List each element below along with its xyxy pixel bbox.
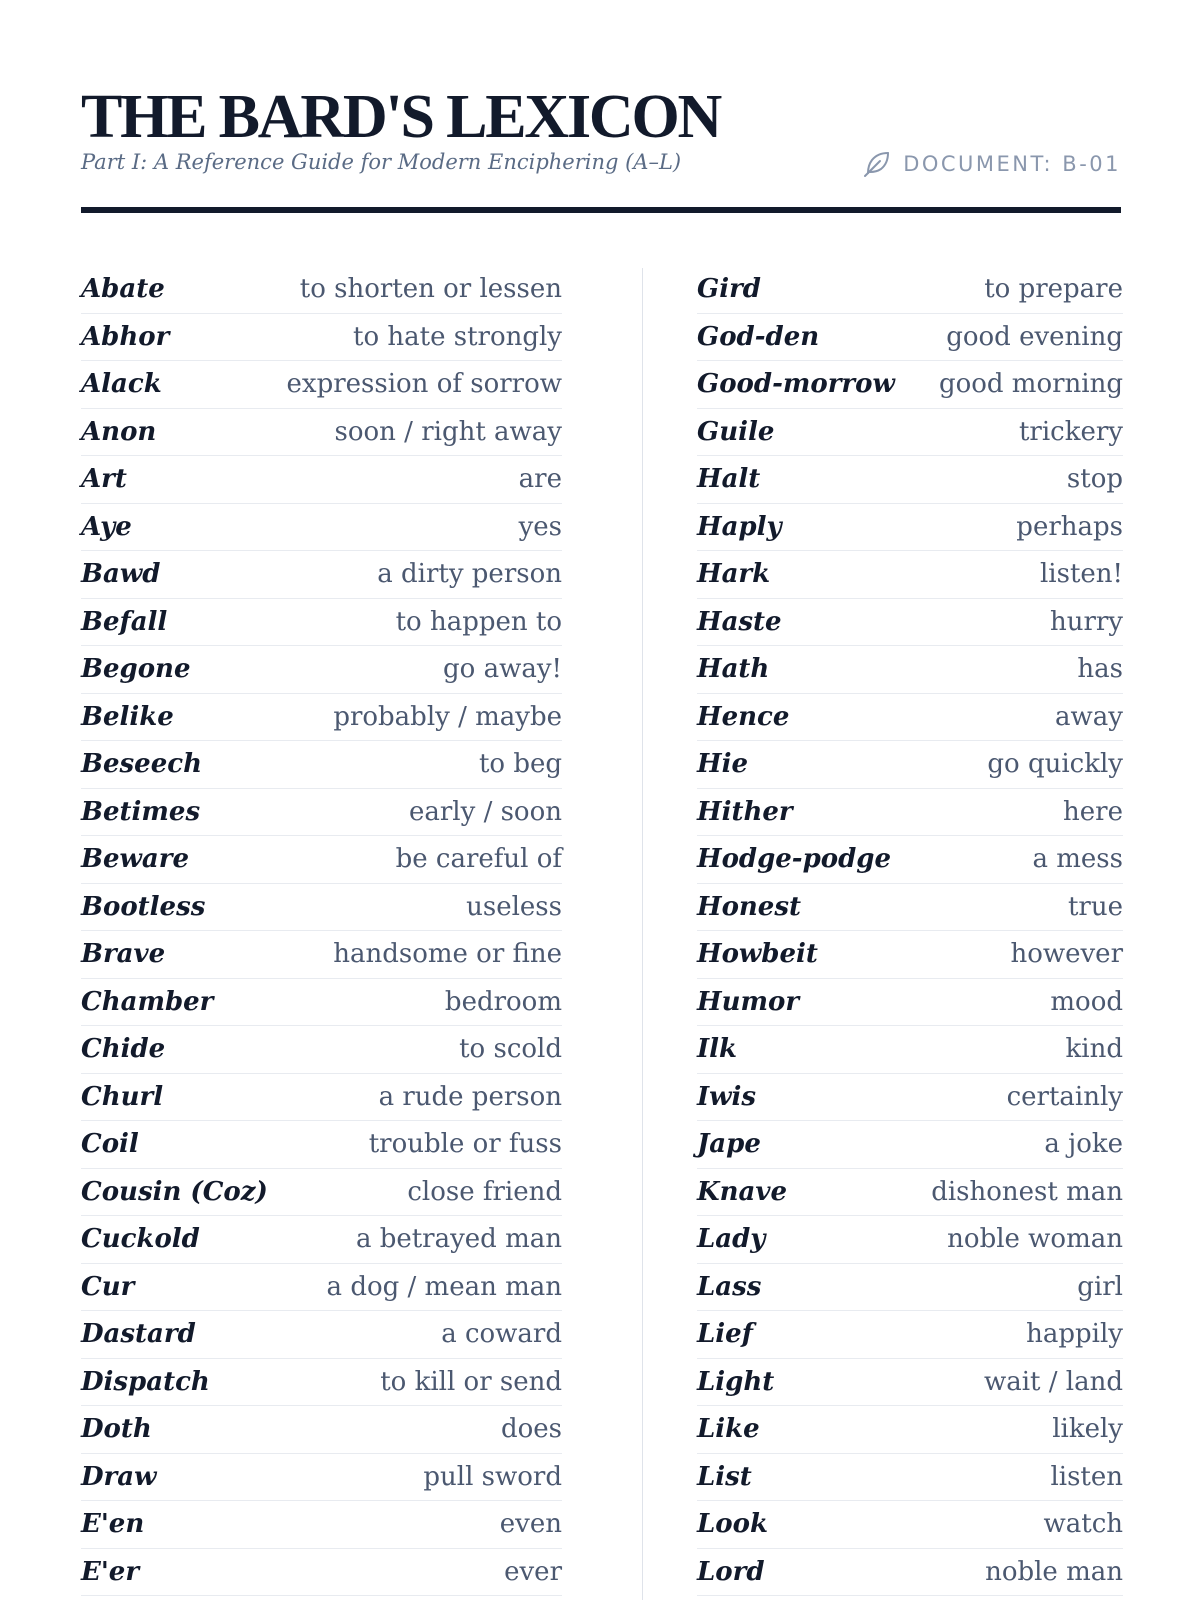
entry-definition: bedroom — [444, 986, 562, 1017]
entry-definition: noble woman — [947, 1224, 1123, 1255]
document-id — [861, 148, 1121, 180]
lexicon-entry — [81, 1216, 562, 1264]
lexicon-entry — [697, 1074, 1123, 1122]
lexicon-entry — [697, 979, 1123, 1027]
lexicon-entry — [81, 504, 562, 552]
lexicon-entry — [697, 694, 1123, 742]
lexicon-entry — [81, 266, 562, 314]
entry-term: Hence — [697, 701, 790, 732]
lexicon-entry — [81, 1359, 562, 1407]
lexicon-entry — [81, 1121, 562, 1169]
entry-definition: mood — [1050, 986, 1123, 1017]
entry-definition: a betrayed man — [355, 1224, 562, 1255]
lexicon-entry — [81, 646, 562, 694]
lexicon-entry — [81, 1074, 562, 1122]
entry-definition: ever — [504, 1556, 562, 1587]
entry-term: Brave — [81, 939, 166, 970]
page-subtitle: Part I: A Reference Guide for Modern Enciphering (A–L) — [81, 150, 682, 174]
entry-term: Beseech — [81, 749, 202, 780]
lexicon-entry — [81, 884, 562, 932]
entry-term: Art — [81, 464, 127, 495]
lexicon-column-right — [697, 266, 1123, 1596]
entry-term: Lief — [697, 1319, 753, 1350]
lexicon-entry — [81, 456, 562, 504]
entry-term: E'en — [81, 1509, 145, 1540]
lexicon-entry — [81, 741, 562, 789]
entry-term: Lady — [697, 1224, 766, 1255]
entry-term: Betimes — [81, 796, 201, 827]
lexicon-entry — [697, 456, 1123, 504]
entry-definition: likely — [1052, 1414, 1123, 1445]
entry-term: Doth — [81, 1414, 152, 1445]
lexicon-entry — [81, 599, 562, 647]
entry-definition: wait / land — [983, 1366, 1123, 1397]
entry-definition: to hate strongly — [353, 321, 562, 352]
entry-term: Abhor — [81, 321, 170, 352]
entry-definition: away — [1055, 701, 1123, 732]
entry-definition: listen! — [1039, 559, 1123, 590]
entry-definition: true — [1067, 891, 1123, 922]
entry-term: Belike — [81, 701, 174, 732]
entry-definition: to happen to — [395, 606, 562, 637]
entry-term: Cuckold — [81, 1224, 200, 1255]
entry-term: Abate — [81, 274, 165, 305]
entry-term: Humor — [697, 986, 800, 1017]
entry-term: Alack — [81, 369, 162, 400]
entry-definition: here — [1063, 796, 1123, 827]
entry-definition: a coward — [441, 1319, 562, 1350]
lexicon-entry — [697, 884, 1123, 932]
entry-term: Hie — [697, 749, 748, 780]
entry-term: Befall — [81, 606, 168, 637]
lexicon-entry — [697, 266, 1123, 314]
lexicon-entry — [81, 1169, 562, 1217]
entry-term: Begone — [81, 654, 191, 685]
lexicon-entry — [697, 646, 1123, 694]
lexicon-entry — [697, 836, 1123, 884]
entry-term: Churl — [81, 1081, 164, 1112]
entry-term: Guile — [697, 416, 775, 447]
lexicon-entry — [81, 1311, 562, 1359]
lexicon-entry — [697, 931, 1123, 979]
entry-definition: probably / maybe — [333, 701, 562, 732]
page-title: THE BARD'S LEXICON — [81, 83, 721, 151]
lexicon-entry — [697, 1026, 1123, 1074]
entry-definition: trickery — [1018, 416, 1123, 447]
lexicon-entry — [81, 361, 562, 409]
entry-term: E'er — [81, 1556, 140, 1587]
entry-term: Halt — [697, 464, 761, 495]
entry-term: Draw — [81, 1461, 157, 1492]
lexicon-entry — [697, 741, 1123, 789]
entry-definition: even — [499, 1509, 562, 1540]
entry-term: Haste — [697, 606, 782, 637]
header-rule — [81, 207, 1121, 213]
lexicon-entry — [697, 789, 1123, 837]
lexicon-entry — [697, 409, 1123, 457]
lexicon-entry — [81, 1454, 562, 1502]
lexicon-entry — [81, 1026, 562, 1074]
entry-term: Like — [697, 1414, 760, 1445]
entry-definition: are — [518, 464, 562, 495]
entry-term: Cur — [81, 1271, 135, 1302]
entry-term: Lord — [697, 1556, 765, 1587]
entry-definition: expression of sorrow — [286, 369, 562, 400]
lexicon-column-left — [81, 266, 562, 1596]
entry-term: Cousin (Coz) — [81, 1176, 268, 1207]
entry-term: Gird — [697, 274, 761, 305]
lexicon-entry — [81, 789, 562, 837]
column-divider — [642, 268, 643, 1600]
entry-term: Aye — [81, 511, 132, 542]
entry-term: List — [697, 1461, 752, 1492]
entry-definition: listen — [1050, 1461, 1123, 1492]
entry-term: Jape — [697, 1129, 761, 1160]
lexicon-entry — [697, 1406, 1123, 1454]
entry-term: Dispatch — [81, 1366, 210, 1397]
lexicon-entry — [697, 361, 1123, 409]
entry-definition: handsome or fine — [333, 939, 562, 970]
entry-term: Dastard — [81, 1319, 196, 1350]
entry-term: Howbeit — [697, 939, 818, 970]
lexicon-entry — [697, 1454, 1123, 1502]
entry-term: Hark — [697, 559, 771, 590]
entry-definition: a rude person — [378, 1081, 562, 1112]
entry-definition: soon / right away — [334, 416, 562, 447]
entry-definition: dishonest man — [931, 1176, 1123, 1207]
lexicon-entry — [697, 551, 1123, 599]
entry-definition: to beg — [478, 749, 562, 780]
entry-term: Good-morrow — [697, 369, 895, 400]
entry-definition: certainly — [1006, 1081, 1123, 1112]
entry-term: Light — [697, 1366, 775, 1397]
entry-definition: to shorten or lessen — [299, 274, 562, 305]
lexicon-entry — [697, 1311, 1123, 1359]
lexicon-entry — [697, 1359, 1123, 1407]
entry-definition: to kill or send — [380, 1366, 562, 1397]
entry-term: Hither — [697, 796, 793, 827]
entry-term: Iwis — [697, 1081, 757, 1112]
lexicon-entry — [697, 504, 1123, 552]
lexicon-entry — [697, 314, 1123, 362]
entry-definition: has — [1077, 654, 1123, 685]
entry-definition: a joke — [1044, 1129, 1123, 1160]
entry-definition: however — [1010, 939, 1123, 970]
entry-term: Beware — [81, 844, 189, 875]
entry-definition: good evening — [946, 321, 1123, 352]
entry-definition: yes — [518, 511, 562, 542]
entry-term: Chide — [81, 1034, 166, 1065]
entry-definition: early / soon — [408, 796, 562, 827]
lexicon-entry — [697, 1264, 1123, 1312]
lexicon-entry — [81, 1406, 562, 1454]
entry-term: Knave — [697, 1176, 787, 1207]
entry-definition: girl — [1077, 1271, 1123, 1302]
entry-definition: a dirty person — [377, 559, 562, 590]
entry-definition: does — [500, 1414, 562, 1445]
entry-definition: perhaps — [1016, 511, 1123, 542]
entry-definition: happily — [1026, 1319, 1123, 1350]
document-header — [81, 83, 1121, 176]
lexicon-entry — [81, 314, 562, 362]
entry-definition: go away! — [443, 654, 562, 685]
entry-term: Haply — [697, 511, 782, 542]
document-label: DOCUMENT: B-01 — [903, 152, 1121, 176]
lexicon-entry — [81, 694, 562, 742]
lexicon-entry — [81, 1264, 562, 1312]
entry-definition: a mess — [1032, 844, 1123, 875]
lexicon-entry — [697, 1501, 1123, 1549]
entry-definition: good morning — [938, 369, 1123, 400]
entry-term: Chamber — [81, 986, 214, 1017]
lexicon-entry — [697, 1169, 1123, 1217]
entry-term: Ilk — [697, 1034, 738, 1065]
entry-term: Anon — [81, 416, 157, 447]
entry-term: Bawd — [81, 559, 161, 590]
entry-definition: useless — [466, 891, 562, 922]
entry-term: Coil — [81, 1129, 139, 1160]
entry-definition: noble man — [985, 1556, 1123, 1587]
entry-term: Hath — [697, 654, 770, 685]
entry-definition: to prepare — [984, 274, 1123, 305]
lexicon-entry — [81, 1549, 562, 1597]
lexicon-entry — [81, 836, 562, 884]
entry-term: Hodge-podge — [697, 844, 892, 875]
entry-definition: pull sword — [423, 1461, 562, 1492]
lexicon-entry — [697, 1121, 1123, 1169]
lexicon-entry — [81, 979, 562, 1027]
entry-definition: trouble or fuss — [368, 1129, 562, 1160]
entry-definition: to scold — [459, 1034, 562, 1065]
lexicon-entry — [81, 409, 562, 457]
lexicon-entry — [697, 599, 1123, 647]
entry-definition: hurry — [1049, 606, 1123, 637]
entry-term: Look — [697, 1509, 768, 1540]
entry-term: Honest — [697, 891, 801, 922]
entry-definition: go quickly — [987, 749, 1123, 780]
entry-term: Bootless — [81, 891, 206, 922]
quill-icon — [861, 148, 893, 180]
entry-definition: kind — [1065, 1034, 1123, 1065]
entry-definition: be careful of — [395, 844, 562, 875]
lexicon-entry — [697, 1549, 1123, 1597]
lexicon-entry — [697, 1216, 1123, 1264]
lexicon-entry — [81, 1501, 562, 1549]
entry-term: Lass — [697, 1271, 762, 1302]
lexicon-entry — [81, 551, 562, 599]
entry-definition: stop — [1066, 464, 1123, 495]
entry-definition: a dog / mean man — [326, 1271, 562, 1302]
entry-definition: watch — [1043, 1509, 1123, 1540]
entry-term: God-den — [697, 321, 820, 352]
lexicon-entry — [81, 931, 562, 979]
entry-definition: close friend — [407, 1176, 562, 1207]
